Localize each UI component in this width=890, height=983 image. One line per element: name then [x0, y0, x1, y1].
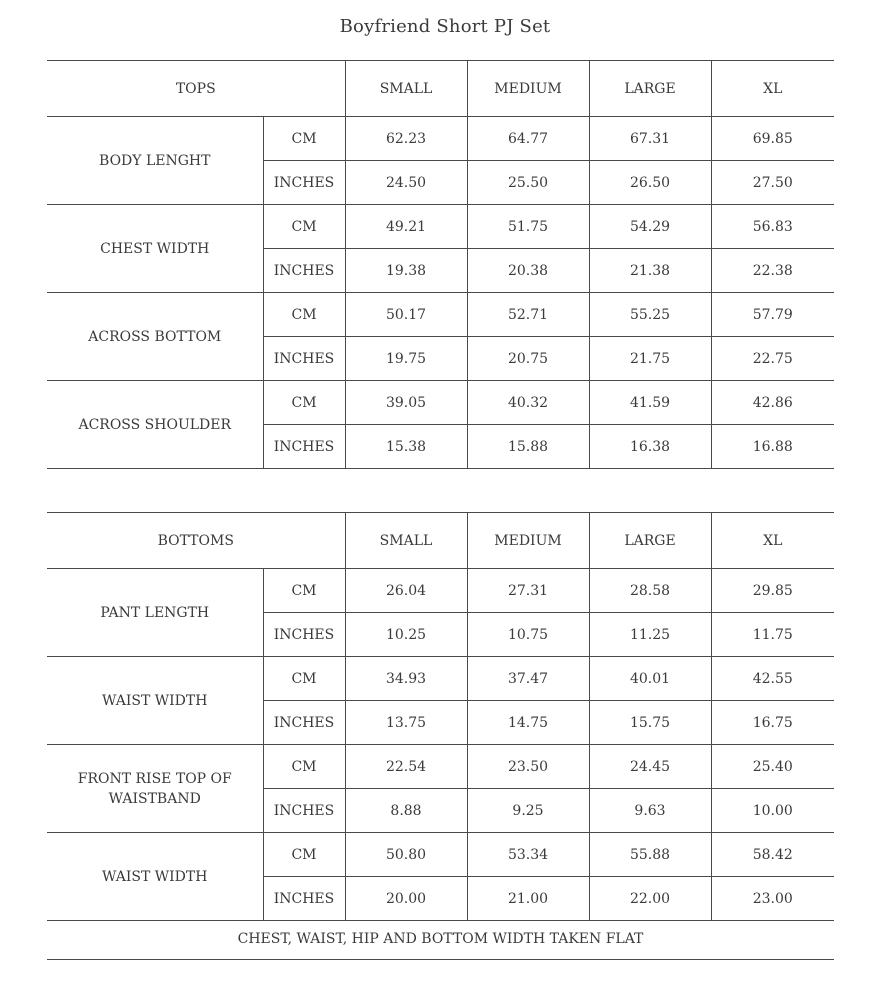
table-cell: 40.01: [589, 657, 711, 701]
measurement-label: ACROSS SHOULDER: [47, 381, 263, 469]
table-cell: 15.88: [467, 425, 589, 469]
bottoms-size-table: [47, 512, 834, 921]
table-cell: 10.00: [711, 789, 834, 833]
unit-label: INCHES: [263, 701, 345, 745]
table-cell: 16.75: [711, 701, 834, 745]
measurement-label: WAIST WIDTH: [47, 833, 263, 921]
unit-label: INCHES: [263, 337, 345, 381]
table-cell: 26.50: [589, 161, 711, 205]
unit-label: INCHES: [263, 789, 345, 833]
table-row: [47, 657, 834, 701]
table-cell: 55.88: [589, 833, 711, 877]
unit-label: CM: [263, 745, 345, 789]
table-cell: 10.25: [345, 613, 467, 657]
bottoms-header: BOTTOMS: [47, 513, 345, 569]
table-row: [47, 381, 834, 425]
unit-label: CM: [263, 293, 345, 337]
table-cell: 42.55: [711, 657, 834, 701]
tops-header: TOPS: [47, 61, 345, 117]
bottoms-header-row: [47, 513, 834, 569]
table-cell: 64.77: [467, 117, 589, 161]
table-cell: 25.50: [467, 161, 589, 205]
table-cell: 25.40: [711, 745, 834, 789]
measurement-label: FRONT RISE TOP OF WAISTBAND: [47, 745, 263, 833]
unit-label: INCHES: [263, 613, 345, 657]
table-cell: 41.59: [589, 381, 711, 425]
table-cell: 56.83: [711, 205, 834, 249]
table-cell: 24.50: [345, 161, 467, 205]
table-cell: 23.50: [467, 745, 589, 789]
table-cell: 24.45: [589, 745, 711, 789]
unit-label: INCHES: [263, 161, 345, 205]
table-cell: 49.21: [345, 205, 467, 249]
measurement-label: CHEST WIDTH: [47, 205, 263, 293]
table-cell: 16.38: [589, 425, 711, 469]
table-cell: 22.75: [711, 337, 834, 381]
table-row: [47, 833, 834, 877]
size-header-large: LARGE: [589, 61, 711, 117]
table-cell: 20.75: [467, 337, 589, 381]
unit-label: CM: [263, 569, 345, 613]
table-cell: 50.17: [345, 293, 467, 337]
table-cell: 55.25: [589, 293, 711, 337]
unit-label: INCHES: [263, 425, 345, 469]
table-cell: 14.75: [467, 701, 589, 745]
table-row: [47, 569, 834, 613]
page-title: Boyfriend Short PJ Set: [339, 16, 551, 37]
table-cell: 21.38: [589, 249, 711, 293]
table-cell: 27.50: [711, 161, 834, 205]
measurement-label: PANT LENGTH: [47, 569, 263, 657]
table-row: [47, 745, 834, 789]
table-cell: 15.75: [589, 701, 711, 745]
table-cell: 51.75: [467, 205, 589, 249]
footer-note: CHEST, WAIST, HIP AND BOTTOM WIDTH TAKEN FLAT: [47, 920, 834, 960]
table-cell: 11.25: [589, 613, 711, 657]
unit-label: CM: [263, 381, 345, 425]
table-cell: 22.38: [711, 249, 834, 293]
table-cell: 23.00: [711, 877, 834, 921]
table-cell: 11.75: [711, 613, 834, 657]
unit-label: INCHES: [263, 249, 345, 293]
table-cell: 13.75: [345, 701, 467, 745]
table-cell: 20.38: [467, 249, 589, 293]
unit-label: CM: [263, 205, 345, 249]
table-cell: 28.58: [589, 569, 711, 613]
size-header-small: SMALL: [345, 513, 467, 569]
table-cell: 27.31: [467, 569, 589, 613]
table-cell: 20.00: [345, 877, 467, 921]
table-cell: 22.54: [345, 745, 467, 789]
table-row: [47, 205, 834, 249]
unit-label: INCHES: [263, 877, 345, 921]
table-cell: 34.93: [345, 657, 467, 701]
table-cell: 40.32: [467, 381, 589, 425]
size-header-small: SMALL: [345, 61, 467, 117]
table-cell: 22.00: [589, 877, 711, 921]
table-row: [47, 117, 834, 161]
table-cell: 26.04: [345, 569, 467, 613]
table-cell: 42.86: [711, 381, 834, 425]
table-cell: 9.25: [467, 789, 589, 833]
table-cell: 69.85: [711, 117, 834, 161]
table-cell: 16.88: [711, 425, 834, 469]
table-cell: 57.79: [711, 293, 834, 337]
unit-label: CM: [263, 657, 345, 701]
size-header-medium: MEDIUM: [467, 513, 589, 569]
table-cell: 21.00: [467, 877, 589, 921]
table-cell: 62.23: [345, 117, 467, 161]
measurement-label: BODY LENGHT: [47, 117, 263, 205]
tops-size-table: [47, 60, 834, 469]
table-cell: 37.47: [467, 657, 589, 701]
table-cell: 8.88: [345, 789, 467, 833]
table-cell: 19.38: [345, 249, 467, 293]
measurement-label: ACROSS BOTTOM: [47, 293, 263, 381]
table-cell: 67.31: [589, 117, 711, 161]
table-cell: 52.71: [467, 293, 589, 337]
table-cell: 53.34: [467, 833, 589, 877]
table-cell: 39.05: [345, 381, 467, 425]
size-header-xl: XL: [711, 61, 834, 117]
size-header-xl: XL: [711, 513, 834, 569]
table-cell: 10.75: [467, 613, 589, 657]
table-cell: 15.38: [345, 425, 467, 469]
table-cell: 29.85: [711, 569, 834, 613]
unit-label: CM: [263, 833, 345, 877]
table-cell: 58.42: [711, 833, 834, 877]
table-cell: 9.63: [589, 789, 711, 833]
measurement-label: WAIST WIDTH: [47, 657, 263, 745]
tops-header-row: [47, 61, 834, 117]
unit-label: CM: [263, 117, 345, 161]
size-header-large: LARGE: [589, 513, 711, 569]
table-cell: 19.75: [345, 337, 467, 381]
table-cell: 54.29: [589, 205, 711, 249]
table-row: [47, 293, 834, 337]
table-cell: 21.75: [589, 337, 711, 381]
table-cell: 50.80: [345, 833, 467, 877]
size-header-medium: MEDIUM: [467, 61, 589, 117]
